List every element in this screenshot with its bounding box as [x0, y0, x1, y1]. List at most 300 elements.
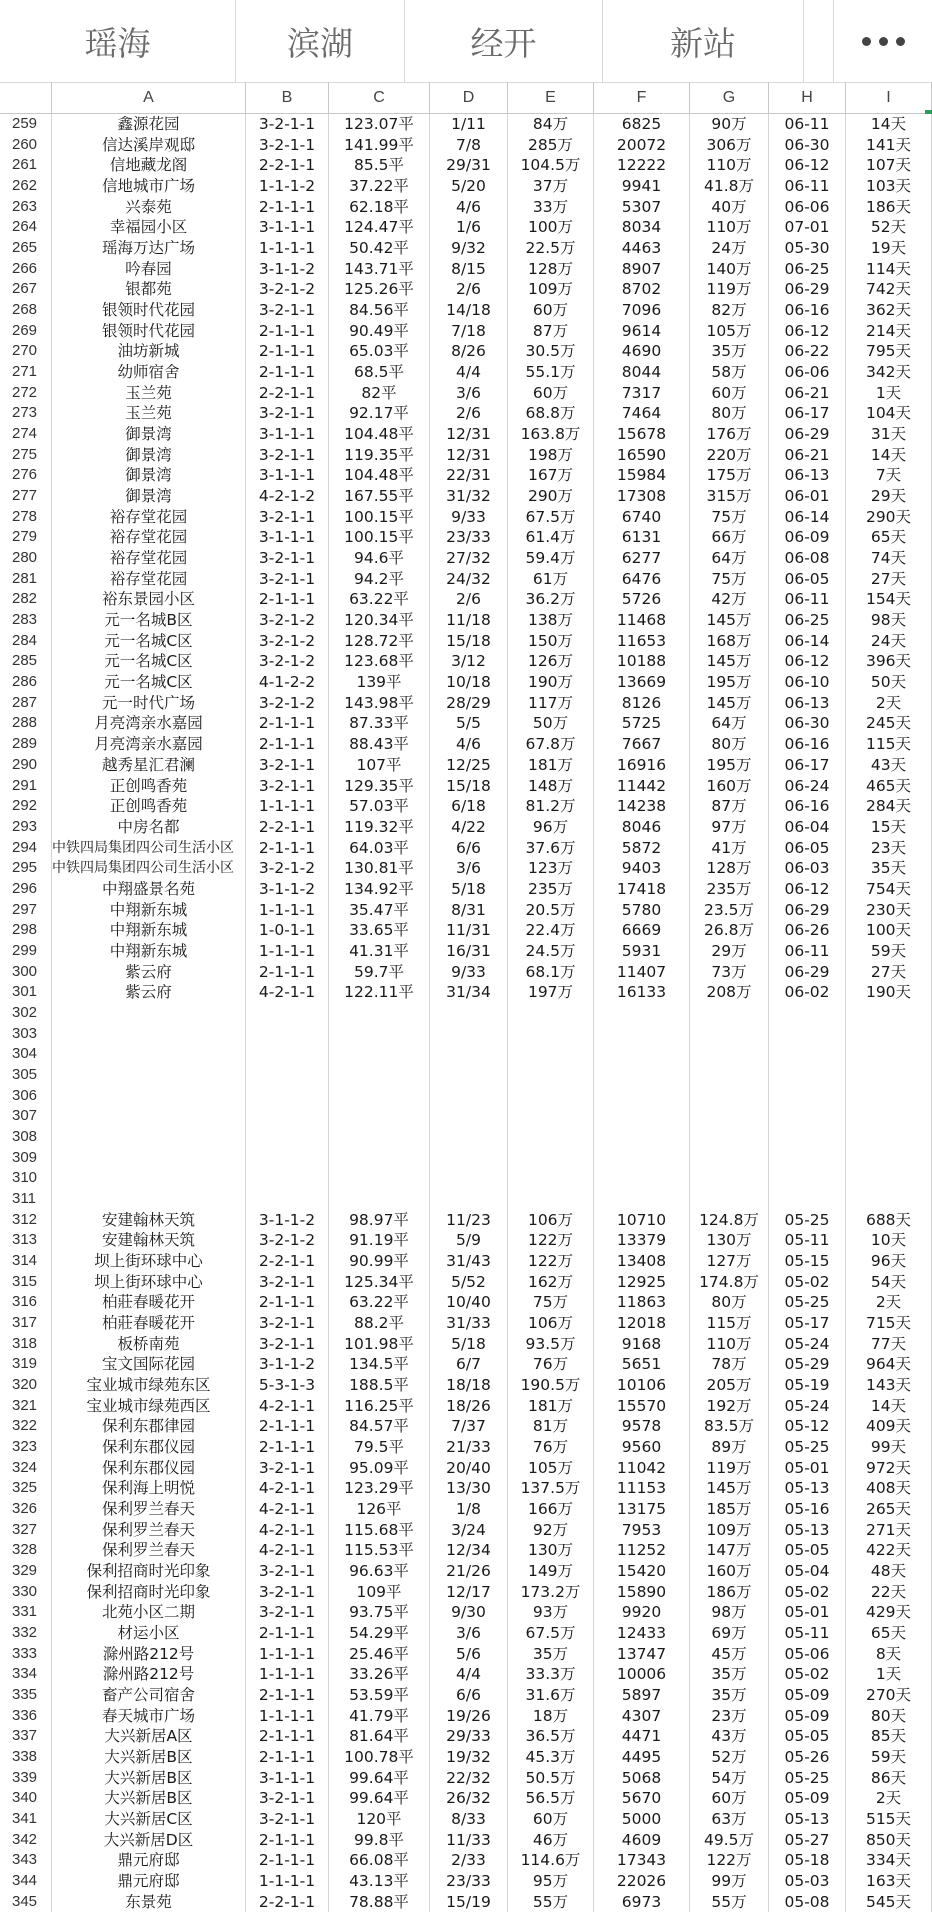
- cell-g[interactable]: 75万: [690, 507, 769, 528]
- cell-d[interactable]: 1/6: [430, 217, 508, 238]
- cell-d[interactable]: 23/33: [430, 527, 508, 548]
- cell-i[interactable]: 1天: [846, 383, 932, 404]
- cell-d[interactable]: 5/52: [430, 1272, 508, 1293]
- cell-g[interactable]: 60万: [690, 383, 769, 404]
- cell-f[interactable]: 11863: [594, 1292, 690, 1313]
- cell-a[interactable]: 油坊新城: [52, 341, 246, 362]
- cell-d[interactable]: 11/31: [430, 920, 508, 941]
- cell-h[interactable]: 05-25: [769, 1768, 846, 1789]
- cell-b[interactable]: 1-1-1-1: [246, 238, 329, 259]
- cell-b[interactable]: 3-2-1-1: [246, 548, 329, 569]
- cell-i[interactable]: 154天: [846, 589, 932, 610]
- cell-c[interactable]: 87.33平: [329, 713, 430, 734]
- cell-b[interactable]: 2-2-1-1: [246, 155, 329, 176]
- cell-a[interactable]: 中翔新东城: [52, 920, 246, 941]
- cell-a[interactable]: 鼎元府邸: [52, 1850, 246, 1871]
- cell-c[interactable]: 104.48平: [329, 465, 430, 486]
- cell-i[interactable]: 141天: [846, 135, 932, 156]
- cell-a[interactable]: 裕存堂花园: [52, 527, 246, 548]
- row-number[interactable]: 288: [0, 713, 52, 734]
- cell-a[interactable]: 正创鸣香苑: [52, 796, 246, 817]
- cell-c[interactable]: 139平: [329, 672, 430, 693]
- cell-f[interactable]: 5725: [594, 713, 690, 734]
- cell-d[interactable]: [430, 1148, 508, 1169]
- cell-c[interactable]: [329, 1189, 430, 1210]
- cell-f[interactable]: 6973: [594, 1892, 690, 1913]
- cell-c[interactable]: 125.26平: [329, 279, 430, 300]
- row-number[interactable]: 279: [0, 527, 52, 548]
- cell-h[interactable]: 06-14: [769, 507, 846, 528]
- cell-d[interactable]: 20/40: [430, 1458, 508, 1479]
- cell-a[interactable]: 中翔盛景名苑: [52, 879, 246, 900]
- row-number[interactable]: 280: [0, 548, 52, 569]
- cell-g[interactable]: 55万: [690, 1892, 769, 1913]
- cell-c[interactable]: 90.99平: [329, 1251, 430, 1272]
- cell-h[interactable]: 06-26: [769, 920, 846, 941]
- cell-c[interactable]: 119.35平: [329, 445, 430, 466]
- cell-f[interactable]: 10006: [594, 1664, 690, 1685]
- row-number[interactable]: 274: [0, 424, 52, 445]
- row-number[interactable]: 342: [0, 1830, 52, 1851]
- row-number[interactable]: 326: [0, 1499, 52, 1520]
- cell-d[interactable]: 6/6: [430, 838, 508, 859]
- cell-e[interactable]: [508, 1044, 594, 1065]
- cell-b[interactable]: 4-2-1-1: [246, 1478, 329, 1499]
- cell-f[interactable]: 6476: [594, 569, 690, 590]
- cell-b[interactable]: 2-1-1-1: [246, 1437, 329, 1458]
- cell-a[interactable]: 大兴新居C区: [52, 1809, 246, 1830]
- cell-f[interactable]: 4307: [594, 1706, 690, 1727]
- cell-b[interactable]: 3-1-1-1: [246, 527, 329, 548]
- cell-c[interactable]: 85.5平: [329, 155, 430, 176]
- cell-c[interactable]: 129.35平: [329, 776, 430, 797]
- cell-a[interactable]: 月亮湾亲水嘉园: [52, 734, 246, 755]
- cell-i[interactable]: 65天: [846, 1623, 932, 1644]
- cell-i[interactable]: [846, 1044, 932, 1065]
- cell-i[interactable]: 10天: [846, 1230, 932, 1251]
- cell-i[interactable]: 114天: [846, 259, 932, 280]
- row-number[interactable]: 306: [0, 1086, 52, 1107]
- cell-b[interactable]: [246, 1024, 329, 1045]
- cell-e[interactable]: 22.5万: [508, 238, 594, 259]
- cell-g[interactable]: [690, 1065, 769, 1086]
- cell-c[interactable]: 130.81平: [329, 858, 430, 879]
- cell-e[interactable]: 33万: [508, 197, 594, 218]
- row-number[interactable]: 317: [0, 1313, 52, 1334]
- cell-b[interactable]: 1-1-1-2: [246, 176, 329, 197]
- cell-d[interactable]: 5/18: [430, 879, 508, 900]
- cell-g[interactable]: 145万: [690, 693, 769, 714]
- cell-e[interactable]: 181万: [508, 1396, 594, 1417]
- cell-e[interactable]: 137.5万: [508, 1478, 594, 1499]
- row-number[interactable]: 294: [0, 838, 52, 859]
- cell-i[interactable]: 65天: [846, 527, 932, 548]
- cell-d[interactable]: 13/30: [430, 1478, 508, 1499]
- cell-b[interactable]: 2-1-1-1: [246, 713, 329, 734]
- cell-g[interactable]: 174.8万: [690, 1272, 769, 1293]
- cell-g[interactable]: [690, 1044, 769, 1065]
- cell-i[interactable]: 8天: [846, 1644, 932, 1665]
- cell-b[interactable]: 1-1-1-1: [246, 1664, 329, 1685]
- cell-d[interactable]: 3/12: [430, 651, 508, 672]
- cell-d[interactable]: 22/32: [430, 1768, 508, 1789]
- cell-g[interactable]: 73万: [690, 962, 769, 983]
- cell-d[interactable]: 8/26: [430, 341, 508, 362]
- cell-i[interactable]: 245天: [846, 713, 932, 734]
- cell-i[interactable]: 15天: [846, 817, 932, 838]
- cell-g[interactable]: 24万: [690, 238, 769, 259]
- select-all-corner[interactable]: [0, 82, 52, 114]
- cell-b[interactable]: 4-2-1-1: [246, 1499, 329, 1520]
- cell-b[interactable]: [246, 1106, 329, 1127]
- cell-h[interactable]: 06-16: [769, 300, 846, 321]
- cell-f[interactable]: 7953: [594, 1520, 690, 1541]
- cell-f[interactable]: 12433: [594, 1623, 690, 1644]
- cell-f[interactable]: 5872: [594, 838, 690, 859]
- cell-b[interactable]: [246, 1189, 329, 1210]
- cell-f[interactable]: 7096: [594, 300, 690, 321]
- cell-h[interactable]: 06-25: [769, 259, 846, 280]
- cell-a[interactable]: 裕东景园小区: [52, 589, 246, 610]
- cell-f[interactable]: 13175: [594, 1499, 690, 1520]
- row-number[interactable]: 340: [0, 1788, 52, 1809]
- cell-c[interactable]: 41.31平: [329, 941, 430, 962]
- cell-g[interactable]: 160万: [690, 776, 769, 797]
- cell-e[interactable]: 31.6万: [508, 1685, 594, 1706]
- cell-h[interactable]: 05-13: [769, 1520, 846, 1541]
- cell-d[interactable]: 11/33: [430, 1830, 508, 1851]
- cell-c[interactable]: 100.15平: [329, 527, 430, 548]
- cell-h[interactable]: 06-24: [769, 776, 846, 797]
- row-number[interactable]: 268: [0, 300, 52, 321]
- cell-a[interactable]: 瑶海万达广场: [52, 238, 246, 259]
- cell-h[interactable]: 07-01: [769, 217, 846, 238]
- cell-i[interactable]: 1天: [846, 1664, 932, 1685]
- cell-b[interactable]: 4-1-2-2: [246, 672, 329, 693]
- cell-g[interactable]: 205万: [690, 1375, 769, 1396]
- cell-d[interactable]: 9/33: [430, 962, 508, 983]
- cell-f[interactable]: 12018: [594, 1313, 690, 1334]
- cell-d[interactable]: 14/18: [430, 300, 508, 321]
- row-number[interactable]: 296: [0, 879, 52, 900]
- cell-e[interactable]: 190.5万: [508, 1375, 594, 1396]
- cell-h[interactable]: 05-09: [769, 1706, 846, 1727]
- cell-i[interactable]: 850天: [846, 1830, 932, 1851]
- cell-e[interactable]: [508, 1086, 594, 1107]
- cell-g[interactable]: 78万: [690, 1354, 769, 1375]
- cell-d[interactable]: 4/6: [430, 197, 508, 218]
- cell-f[interactable]: [594, 1065, 690, 1086]
- cell-d[interactable]: 24/32: [430, 569, 508, 590]
- row-number[interactable]: 334: [0, 1664, 52, 1685]
- row-number[interactable]: 329: [0, 1561, 52, 1582]
- cell-h[interactable]: 06-25: [769, 610, 846, 631]
- cell-a[interactable]: 中翔新东城: [52, 900, 246, 921]
- cell-e[interactable]: 56.5万: [508, 1788, 594, 1809]
- row-number[interactable]: 300: [0, 962, 52, 983]
- spreadsheet-grid[interactable]: [0, 82, 932, 1920]
- cell-e[interactable]: 104.5万: [508, 155, 594, 176]
- cell-i[interactable]: 143天: [846, 1375, 932, 1396]
- cell-i[interactable]: 23天: [846, 838, 932, 859]
- cell-b[interactable]: 3-2-1-1: [246, 1602, 329, 1623]
- cell-h[interactable]: 06-06: [769, 197, 846, 218]
- cell-c[interactable]: 54.29平: [329, 1623, 430, 1644]
- cell-h[interactable]: 05-25: [769, 1437, 846, 1458]
- cell-a[interactable]: 滁州路212号: [52, 1644, 246, 1665]
- cell-g[interactable]: 315万: [690, 486, 769, 507]
- cell-f[interactable]: 5000: [594, 1809, 690, 1830]
- cell-a[interactable]: 元一名城C区: [52, 651, 246, 672]
- cell-f[interactable]: 11442: [594, 776, 690, 797]
- cell-g[interactable]: 145万: [690, 610, 769, 631]
- cell-c[interactable]: 125.34平: [329, 1272, 430, 1293]
- cell-g[interactable]: 54万: [690, 1768, 769, 1789]
- cell-f[interactable]: 11468: [594, 610, 690, 631]
- row-number[interactable]: 286: [0, 672, 52, 693]
- cell-c[interactable]: [329, 1065, 430, 1086]
- cell-e[interactable]: 81.2万: [508, 796, 594, 817]
- cell-b[interactable]: 4-2-1-1: [246, 982, 329, 1003]
- cell-c[interactable]: 43.13平: [329, 1871, 430, 1892]
- cell-h[interactable]: 05-01: [769, 1458, 846, 1479]
- cell-c[interactable]: 99.8平: [329, 1830, 430, 1851]
- row-number[interactable]: 325: [0, 1478, 52, 1499]
- cell-c[interactable]: 81.64平: [329, 1726, 430, 1747]
- cell-d[interactable]: 29/31: [430, 155, 508, 176]
- row-number[interactable]: 281: [0, 569, 52, 590]
- cell-e[interactable]: [508, 1106, 594, 1127]
- cell-g[interactable]: 45万: [690, 1644, 769, 1665]
- cell-h[interactable]: 06-05: [769, 838, 846, 859]
- cell-c[interactable]: [329, 1003, 430, 1024]
- cell-i[interactable]: 86天: [846, 1768, 932, 1789]
- cell-e[interactable]: 35万: [508, 1644, 594, 1665]
- row-number[interactable]: 287: [0, 693, 52, 714]
- cell-c[interactable]: 82平: [329, 383, 430, 404]
- cell-h[interactable]: 05-17: [769, 1313, 846, 1334]
- cell-e[interactable]: 130万: [508, 1540, 594, 1561]
- cell-c[interactable]: 62.18平: [329, 197, 430, 218]
- cell-f[interactable]: 15420: [594, 1561, 690, 1582]
- cell-h[interactable]: 05-02: [769, 1664, 846, 1685]
- cell-g[interactable]: 66万: [690, 527, 769, 548]
- cell-d[interactable]: 2/6: [430, 279, 508, 300]
- cell-b[interactable]: 3-2-1-1: [246, 755, 329, 776]
- cell-h[interactable]: 06-12: [769, 651, 846, 672]
- cell-c[interactable]: 57.03平: [329, 796, 430, 817]
- cell-e[interactable]: [508, 1189, 594, 1210]
- cell-b[interactable]: 2-1-1-1: [246, 1416, 329, 1437]
- cell-b[interactable]: 2-2-1-1: [246, 817, 329, 838]
- row-number[interactable]: 316: [0, 1292, 52, 1313]
- cell-h[interactable]: 05-30: [769, 238, 846, 259]
- cell-d[interactable]: 5/9: [430, 1230, 508, 1251]
- cell-d[interactable]: [430, 1086, 508, 1107]
- cell-a[interactable]: 玉兰苑: [52, 403, 246, 424]
- cell-h[interactable]: 06-29: [769, 279, 846, 300]
- cell-i[interactable]: [846, 1086, 932, 1107]
- cell-b[interactable]: 3-2-1-1: [246, 569, 329, 590]
- cell-a[interactable]: 御景湾: [52, 486, 246, 507]
- row-number[interactable]: 311: [0, 1189, 52, 1210]
- cell-e[interactable]: 55.1万: [508, 362, 594, 383]
- cell-i[interactable]: [846, 1148, 932, 1169]
- cell-g[interactable]: 110万: [690, 217, 769, 238]
- cell-d[interactable]: 11/23: [430, 1210, 508, 1231]
- cell-d[interactable]: 15/18: [430, 776, 508, 797]
- cell-e[interactable]: 235万: [508, 879, 594, 900]
- cell-h[interactable]: 06-13: [769, 465, 846, 486]
- cell-e[interactable]: 84万: [508, 114, 594, 135]
- cell-f[interactable]: 9941: [594, 176, 690, 197]
- cell-b[interactable]: 3-2-1-1: [246, 507, 329, 528]
- cell-a[interactable]: 保利东郡仪园: [52, 1437, 246, 1458]
- cell-h[interactable]: 06-12: [769, 321, 846, 342]
- row-number[interactable]: 285: [0, 651, 52, 672]
- cell-d[interactable]: 3/6: [430, 383, 508, 404]
- cell-d[interactable]: 7/18: [430, 321, 508, 342]
- cell-e[interactable]: 67.5万: [508, 1623, 594, 1644]
- cell-e[interactable]: 138万: [508, 610, 594, 631]
- cell-e[interactable]: 67.5万: [508, 507, 594, 528]
- cell-e[interactable]: 60万: [508, 383, 594, 404]
- cell-i[interactable]: [846, 1189, 932, 1210]
- cell-i[interactable]: 98天: [846, 610, 932, 631]
- cell-f[interactable]: 7317: [594, 383, 690, 404]
- cell-a[interactable]: [52, 1148, 246, 1169]
- cell-b[interactable]: 2-1-1-1: [246, 1685, 329, 1706]
- cell-a[interactable]: 中铁四局集团四公司生活小区: [52, 858, 246, 879]
- cell-a[interactable]: [52, 1044, 246, 1065]
- cell-g[interactable]: 80万: [690, 734, 769, 755]
- cell-a[interactable]: 元一名城C区: [52, 672, 246, 693]
- cell-g[interactable]: 23万: [690, 1706, 769, 1727]
- cell-d[interactable]: 7/37: [430, 1416, 508, 1437]
- row-number[interactable]: 264: [0, 217, 52, 238]
- cell-i[interactable]: 342天: [846, 362, 932, 383]
- cell-a[interactable]: 春天城市广场: [52, 1706, 246, 1727]
- cell-g[interactable]: 35万: [690, 341, 769, 362]
- row-number[interactable]: 276: [0, 465, 52, 486]
- cell-g[interactable]: 176万: [690, 424, 769, 445]
- cell-g[interactable]: 97万: [690, 817, 769, 838]
- cell-g[interactable]: 175万: [690, 465, 769, 486]
- cell-a[interactable]: 柏莊春暖花开: [52, 1292, 246, 1313]
- cell-h[interactable]: [769, 1003, 846, 1024]
- cell-e[interactable]: 181万: [508, 755, 594, 776]
- cell-i[interactable]: 163天: [846, 1871, 932, 1892]
- cell-a[interactable]: [52, 1106, 246, 1127]
- cell-f[interactable]: 5307: [594, 197, 690, 218]
- cell-e[interactable]: 122万: [508, 1251, 594, 1272]
- cell-b[interactable]: 3-2-1-2: [246, 651, 329, 672]
- cell-c[interactable]: 88.2平: [329, 1313, 430, 1334]
- cell-a[interactable]: 安建翰林天筑: [52, 1230, 246, 1251]
- cell-h[interactable]: 06-06: [769, 362, 846, 383]
- cell-d[interactable]: 21/33: [430, 1437, 508, 1458]
- cell-b[interactable]: [246, 1044, 329, 1065]
- row-number[interactable]: 333: [0, 1644, 52, 1665]
- cell-h[interactable]: 06-02: [769, 982, 846, 1003]
- cell-b[interactable]: [246, 1148, 329, 1169]
- cell-h[interactable]: [769, 1148, 846, 1169]
- cell-d[interactable]: 1/11: [430, 114, 508, 135]
- cell-g[interactable]: 109万: [690, 1520, 769, 1541]
- cell-e[interactable]: 96万: [508, 817, 594, 838]
- cell-a[interactable]: 安建翰林天筑: [52, 1210, 246, 1231]
- cell-f[interactable]: 5651: [594, 1354, 690, 1375]
- row-number[interactable]: 304: [0, 1044, 52, 1065]
- row-number[interactable]: 261: [0, 155, 52, 176]
- cell-g[interactable]: 29万: [690, 941, 769, 962]
- cell-h[interactable]: 05-16: [769, 1499, 846, 1520]
- cell-c[interactable]: 63.22平: [329, 589, 430, 610]
- cell-c[interactable]: 119.32平: [329, 817, 430, 838]
- cell-f[interactable]: 8044: [594, 362, 690, 383]
- cell-f[interactable]: 9168: [594, 1334, 690, 1355]
- cell-a[interactable]: 大兴新居D区: [52, 1830, 246, 1851]
- cell-d[interactable]: 2/6: [430, 403, 508, 424]
- cell-c[interactable]: 104.48平: [329, 424, 430, 445]
- cell-b[interactable]: 3-2-1-1: [246, 403, 329, 424]
- cell-h[interactable]: [769, 1127, 846, 1148]
- cell-a[interactable]: 保利罗兰春天: [52, 1520, 246, 1541]
- cell-h[interactable]: 05-13: [769, 1478, 846, 1499]
- cell-a[interactable]: 裕存堂花园: [52, 548, 246, 569]
- cell-b[interactable]: 3-2-1-1: [246, 300, 329, 321]
- cell-g[interactable]: 185万: [690, 1499, 769, 1520]
- cell-e[interactable]: 163.8万: [508, 424, 594, 445]
- cell-g[interactable]: 168万: [690, 631, 769, 652]
- cell-e[interactable]: 162万: [508, 1272, 594, 1293]
- cell-d[interactable]: 10/40: [430, 1292, 508, 1313]
- cell-a[interactable]: 鑫源花园: [52, 114, 246, 135]
- cell-i[interactable]: 715天: [846, 1313, 932, 1334]
- cell-h[interactable]: [769, 1065, 846, 1086]
- row-number[interactable]: 269: [0, 321, 52, 342]
- cell-i[interactable]: 972天: [846, 1458, 932, 1479]
- cell-a[interactable]: 滁州路212号: [52, 1664, 246, 1685]
- cell-c[interactable]: 98.97平: [329, 1210, 430, 1231]
- cell-d[interactable]: 18/18: [430, 1375, 508, 1396]
- cell-d[interactable]: 4/4: [430, 362, 508, 383]
- cell-g[interactable]: 42万: [690, 589, 769, 610]
- cell-h[interactable]: [769, 1024, 846, 1045]
- cell-f[interactable]: 20072: [594, 135, 690, 156]
- cell-d[interactable]: 1/8: [430, 1499, 508, 1520]
- cell-b[interactable]: 2-2-1-1: [246, 1251, 329, 1272]
- row-number[interactable]: 297: [0, 900, 52, 921]
- cell-i[interactable]: 74天: [846, 548, 932, 569]
- row-number[interactable]: 332: [0, 1623, 52, 1644]
- cell-h[interactable]: 06-11: [769, 589, 846, 610]
- cell-i[interactable]: 27天: [846, 569, 932, 590]
- cell-f[interactable]: 9560: [594, 1437, 690, 1458]
- cell-a[interactable]: 御景湾: [52, 445, 246, 466]
- cell-c[interactable]: 95.09平: [329, 1458, 430, 1479]
- cell-a[interactable]: [52, 1086, 246, 1107]
- cell-a[interactable]: 玉兰苑: [52, 383, 246, 404]
- cell-c[interactable]: 134.92平: [329, 879, 430, 900]
- cell-a[interactable]: 裕存堂花园: [52, 569, 246, 590]
- cell-g[interactable]: 140万: [690, 259, 769, 280]
- row-number[interactable]: 323: [0, 1437, 52, 1458]
- cell-a[interactable]: 元一名城B区: [52, 610, 246, 631]
- cell-h[interactable]: 05-19: [769, 1375, 846, 1396]
- cell-b[interactable]: 5-3-1-3: [246, 1375, 329, 1396]
- cell-h[interactable]: 05-09: [769, 1685, 846, 1706]
